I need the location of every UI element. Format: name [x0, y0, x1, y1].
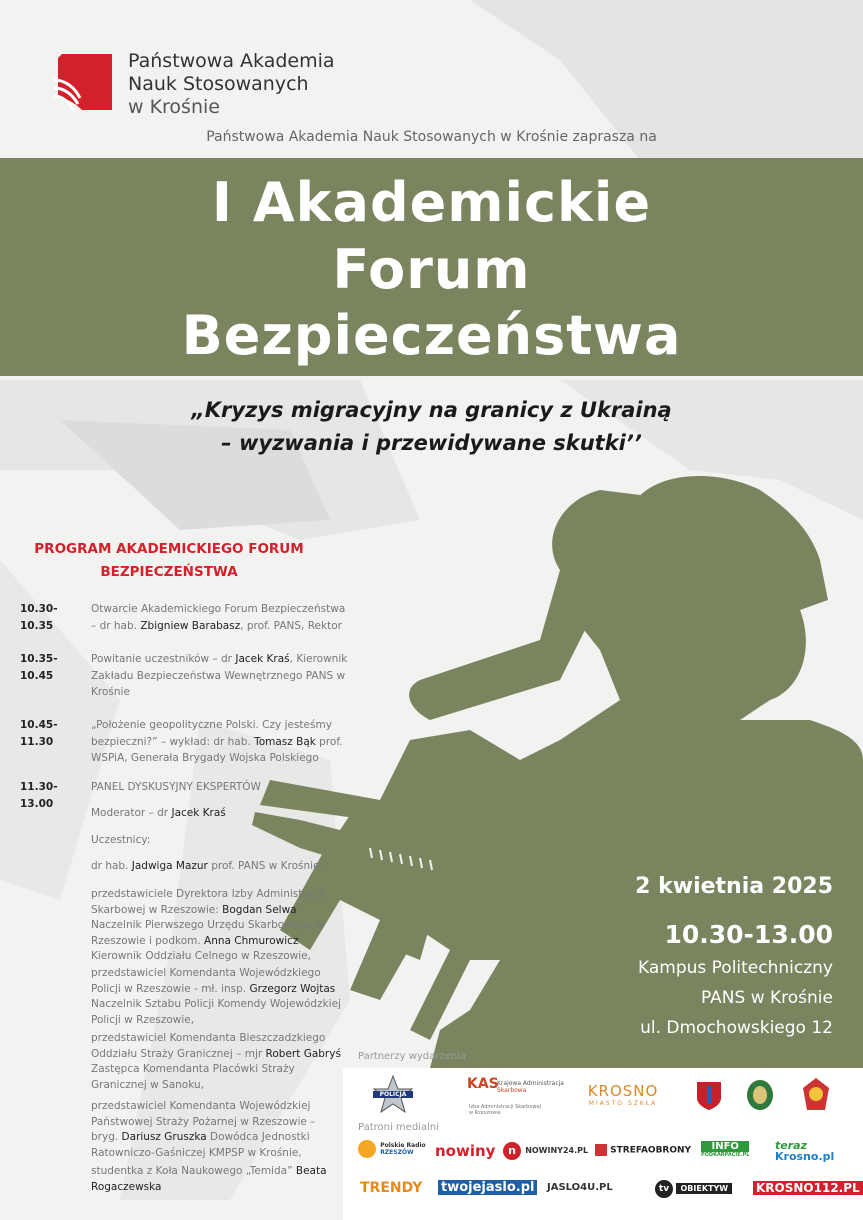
institution-name	[128, 50, 428, 119]
info-sub: PODKARPACIE.PL	[701, 1152, 750, 1158]
participant-1	[91, 859, 341, 875]
speaker-name: Tomasz Bąk	[254, 735, 316, 748]
strefa-label: STREFAOBRONY	[610, 1145, 692, 1156]
participant-text-post: Naczelnik Sztabu Policji Komendy Wojewódzkiej Policji w Rzeszowie,	[91, 998, 341, 1026]
teraz-label: teraz	[775, 1139, 807, 1152]
title-line1: I Akademickie	[211, 171, 652, 234]
title-line3: Bezpieczeństwa	[181, 304, 682, 367]
krosno-sub: MIASTO SZKŁA	[588, 1100, 658, 1107]
twojejaslo-label: twojejaslo.pl	[438, 1180, 537, 1195]
radio-rzeszow-logo	[358, 1140, 426, 1158]
participant-text: przedstawiciele Dyrektora Izby Administracji Skarbowej w Rzeszowie:	[91, 888, 325, 916]
jaslo4u-logo: JASLO4U.PL	[547, 1182, 613, 1193]
schedule-text: PANEL DYSKUSYJNY EKSPERTÓW	[91, 781, 261, 793]
header	[0, 0, 863, 158]
trendy-label: TRENDY	[360, 1180, 423, 1196]
event-place-line1: Kampus Politechniczny	[638, 958, 833, 978]
moderator-label: Moderator – dr	[91, 807, 172, 819]
pans-logo-icon	[52, 50, 118, 116]
schedule-item	[20, 717, 350, 767]
speaker-name: Zbigniew Barabasz	[140, 619, 241, 632]
n-icon: n	[503, 1142, 521, 1160]
teraz-krosno-logo	[775, 1140, 834, 1162]
kas-logo	[467, 1076, 577, 1120]
event-date: 2 kwietnia 2025	[635, 874, 833, 899]
schedule-time: 10.30-10.35	[20, 603, 58, 632]
participant-text: studentka z Koła Naukowego „Temida”	[91, 1165, 296, 1177]
event-time: 10.30-13.00	[664, 920, 833, 949]
institution-name-line2: Nauk Stosowanych	[128, 73, 309, 95]
nowiny24-label: NOWINY24.PL	[525, 1146, 589, 1155]
moderator-name: Jacek Kraś	[171, 807, 226, 819]
schedule-text-post: , prof. PANS, Rektor	[240, 619, 342, 632]
info-label: INFO	[701, 1141, 749, 1152]
tv-label: tv	[655, 1180, 673, 1198]
kas-line4: w Rzeszowie	[469, 1110, 501, 1116]
info-podkarpacie-logo	[701, 1141, 749, 1158]
participant-3	[91, 966, 341, 1028]
krosno112-label: KROSNO112.PL	[753, 1181, 863, 1195]
subtitle-line2: – wyzwania i przewidywane skutki’’	[221, 431, 642, 455]
schedule-text: „Położenie geopolityczne Polski. Czy jesteśmy bezpieczni?” – wykład: dr hab.	[91, 719, 332, 748]
participant-text: przedstawiciel Komendanta Wojewódzkiej Państwowej Straży Pożarnej w Rzeszowie – bryg.	[91, 1100, 316, 1143]
krosno-label: KROSNO	[587, 1082, 659, 1100]
participant-text-post: Dowódca Jednostki Ratowniczo-Gaśniczej KMPSP w Krośnie,	[91, 1131, 310, 1159]
kas-line1: Krajowa Administracja	[497, 1080, 564, 1087]
participant-5	[91, 1099, 341, 1161]
obiektyw-label: OBIEKTYW	[676, 1183, 732, 1194]
participants-label: Uczestnicy:	[91, 834, 151, 846]
krosno112-logo	[753, 1181, 863, 1195]
schedule-text-post: prof. WSPiA, Generała Brygady Wojska Polskiego	[91, 735, 343, 764]
title-line2: Forum	[332, 238, 531, 301]
participant-name: Grzegorz Wojtas	[249, 982, 336, 995]
program-title	[18, 538, 320, 584]
speaker-name: Jacek Kraś	[235, 653, 290, 665]
subtitle-line1: „Kryzys migracyjny na granicy z Ukrainą	[191, 398, 672, 422]
participant-name: Bogdan Selwa	[222, 903, 297, 916]
participant-text: przedstawiciel Komendanta Bieszczadzkiego Oddziału Straży Granicznej – mjr	[91, 1032, 326, 1060]
schedule-item	[20, 601, 350, 634]
border-guard-emblem-icon	[745, 1078, 775, 1112]
fire-service-emblem-icon	[801, 1076, 831, 1112]
participant-name: Beata Rogaczewska	[91, 1165, 327, 1193]
event-place-line2: PANS w Krośnie	[701, 988, 833, 1008]
program-title-line2: BEZPIECZEŃSTWA	[100, 564, 238, 580]
trendy-logo	[360, 1180, 422, 1196]
schedule-text-post: , Kierownik Zakładu Bezpieczeństwa Wewnętrznego PANS w Krośnie	[91, 653, 348, 698]
title-band	[0, 158, 863, 376]
kas-line2: Skarbowa	[497, 1087, 527, 1094]
schedule-item	[20, 651, 350, 701]
participant-name: Dariusz Gruszka	[121, 1131, 207, 1143]
schedule-item	[20, 779, 350, 810]
event-place-line3: ul. Dmochowskiego 12	[640, 1018, 833, 1038]
kas-line3: Izba Administracji Skarbowej	[469, 1104, 541, 1110]
participant-6	[91, 1164, 341, 1195]
moderator	[91, 806, 341, 822]
policja-logo	[371, 1074, 415, 1118]
participant-name: Jadwiga Mazur	[131, 860, 208, 872]
schedule-text: Powitanie uczestników – dr	[91, 653, 236, 665]
shield-icon	[595, 1144, 607, 1156]
participant-2	[91, 887, 341, 965]
participant-4	[91, 1031, 341, 1093]
krosno-logo	[583, 1082, 663, 1107]
participant-text: przedstawiciel Komendanta Wojewódzkiego Policji w Rzeszowie - mł. insp.	[91, 967, 321, 995]
tv-obiektyw-logo	[655, 1180, 732, 1198]
participant-text-post: Kierownik Oddziału Celnego w Rzeszowie,	[91, 950, 311, 962]
nowiny-logo: nowiny	[435, 1142, 496, 1160]
schedule-desc	[91, 779, 350, 796]
participant-text-mid: – Naczelnik Pierwszego Urzędu Skarbowego w Rzeszowie i podkom.	[91, 903, 325, 947]
radio-line1: Polskie Radio	[380, 1142, 426, 1149]
coat-of-arms-icon	[695, 1080, 723, 1112]
partners-label: Partnerzy wydarzenia	[358, 1051, 467, 1062]
participant-name: Robert Gabryś	[265, 1047, 341, 1060]
teraz-krosno-label: Krosno.pl	[775, 1150, 835, 1163]
participant-name-2: Anna Chmurowicz	[204, 934, 299, 947]
twojejaslo-logo	[438, 1180, 537, 1195]
program-title-line1: PROGRAM AKADEMICKIEGO FORUM	[34, 541, 304, 557]
schedule-desc	[91, 651, 350, 701]
schedule-text: Otwarcie Akademickiego Forum Bezpieczeństwa – dr hab.	[91, 603, 346, 632]
institution-name-line1: Państwowa Akademia	[128, 50, 335, 72]
policja-label: POLICJA	[373, 1091, 413, 1098]
radio-dot-icon	[358, 1140, 376, 1158]
kas-icon: KAS	[467, 1076, 499, 1092]
nowiny24-logo	[503, 1142, 588, 1160]
logo-strip	[343, 1068, 863, 1220]
patrons-label: Patroni medialni	[358, 1122, 439, 1133]
schedule-time: 11.30-13.00	[20, 781, 58, 810]
schedule-desc	[91, 601, 350, 634]
radio-line2: RZESZÓW	[380, 1149, 414, 1156]
schedule-desc	[91, 717, 350, 767]
schedule-time: 10.45-11.30	[20, 719, 58, 748]
invite-text: Państwowa Akademia Nauk Stosowanych w Krośnie zaprasza na	[206, 129, 657, 145]
participant-text-post: prof. PANS w Krośnie,	[207, 860, 323, 872]
institution-name-line3: w Krośnie	[128, 96, 220, 118]
participant-text-post: Zastępca Komendanta Placówki Straży Granicznej w Sanoku,	[91, 1063, 295, 1091]
schedule-time: 10.35-10.45	[20, 653, 58, 682]
participant-text: dr hab.	[91, 860, 132, 872]
strefa-obrony-logo	[595, 1144, 691, 1156]
